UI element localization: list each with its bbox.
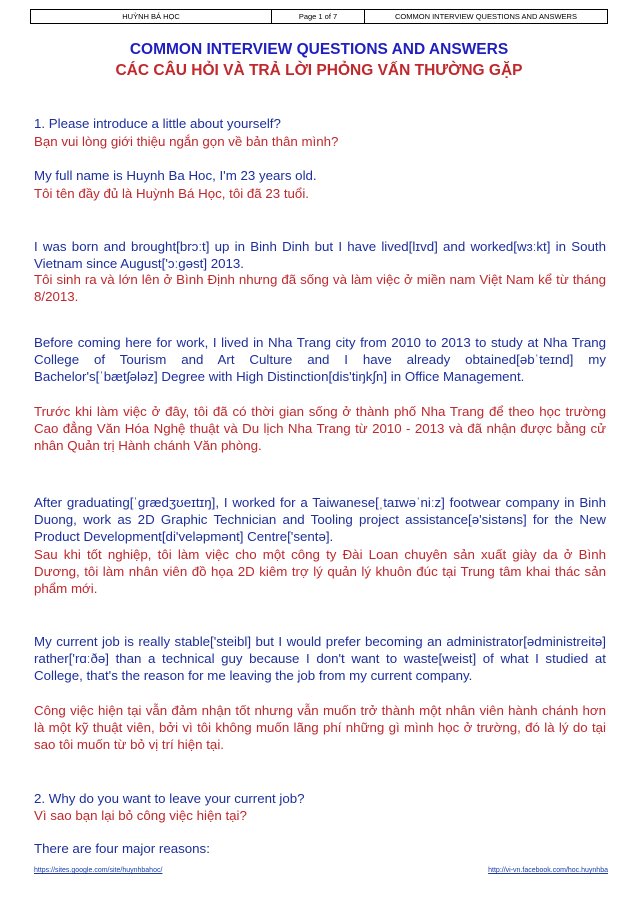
document-title-vietnamese: CÁC CÂU HỎI VÀ TRẢ LỜI PHỎNG VẤN THƯỜNG GẶP	[115, 62, 523, 79]
question-2-english: 2. Why do you want to leave your current job?	[34, 791, 305, 806]
document-title-english: COMMON INTERVIEW QUESTIONS AND ANSWERS	[129, 41, 509, 58]
header-doc-title: COMMON INTERVIEW QUESTIONS AND ANSWERS	[395, 12, 577, 21]
answer-work-english: After graduating[ˈɡrædʒʊeɪtɪŋ], I worked for a Taiwanese[ˌtaɪwəˈniːz] footwear company in Binh Duong, work as 2D Graphic Technician and Tooling project assistance[ə'sistəns] for the New Product Development[di'veləpmənt] Centre['sentə].	[34, 495, 606, 545]
question-1-vietnamese: Bạn vui lòng giới thiệu ngắn gọn về bản thân mình?	[34, 134, 339, 149]
header-page-number: Page 1 of 7	[272, 10, 365, 23]
question-1-english: 1. Please introduce a little about yourself?	[34, 116, 281, 131]
reasons-intro: There are four major reasons:	[34, 841, 210, 856]
footer-link-facebook[interactable]: http://vi-vn.facebook.com/hoc.huynhba	[488, 867, 608, 874]
answer-current-job-english: My current job is really stable['steibl] but I would prefer becoming an administrator[ədministreitə] rather['rɑːðə] than a technical guy because I don't want to waste[weist] of what I studied at College, that's the reason for me leaving the job from my current company.	[34, 634, 606, 684]
answer-name-english: My full name is Huynh Ba Hoc, I'm 23 years old.	[34, 168, 317, 183]
header-author: HUỲNH BÁ HỌC	[31, 10, 272, 23]
answer-name-vietnamese: Tôi tên đầy đủ là Huỳnh Bá Học, tôi đã 23 tuổi.	[34, 186, 309, 201]
answer-current-job-vietnamese: Công việc hiện tại vẫn đảm nhận tốt nhưng vẫn muốn trở thành một nhân viên hành chánh hơn là một kỹ thuật viên, bởi vì tôi không muốn lãng phí những gì mình học ở trường, đó là lý do tại sao tôi muốn từ bỏ vị trí hiện tại.	[34, 703, 606, 753]
question-2-vietnamese: Vì sao bạn lại bỏ công việc hiện tại?	[34, 808, 247, 823]
footer-link-google-site[interactable]: https://sites.google.com/site/huynhbahoc/	[34, 867, 163, 874]
answer-study-english: Before coming here for work, I lived in Nha Trang city from 2010 to 2013 to study at Nha Trang College of Tourism and Art Culture and I have already obtained[əbˈteɪnd] my Bachelor's[ˈbætʃələz] Degree with High Distinction[dis'tiŋk∫n] in Office Management.	[34, 335, 606, 385]
answer-born-vietnamese: Tôi sinh ra và lớn lên ở Bình Định nhưng đã sống và làm việc ở miền nam Việt Nam kể từ tháng 8/2013.	[34, 272, 606, 305]
answer-born-english: I was born and brought[brɔːt] up in Binh Dinh but I have lived[lɪvd] and worked[wɜːkt] in South Vietnam since August['ɔːgəst] 2013.	[34, 239, 606, 272]
answer-study-vietnamese: Trước khi làm việc ở đây, tôi đã có thời gian sống ở thành phố Nha Trang để theo học trường Cao đẳng Văn Hóa Nghệ thuật và Du lịch Nha Trang từ 2010 - 2013 và đã nhận được bằng cử nhân Quản trị Hành chánh Văn phòng.	[34, 404, 606, 454]
answer-work-vietnamese: Sau khi tốt nghiệp, tôi làm việc cho một công ty Đài Loan chuyên sản xuất giày da ở Bình Dương, tôi làm nhân viên đồ họa 2D kiêm trợ lý quản lý khuôn đúc tại Trung tâm khai thác sản phẩm mới.	[34, 547, 606, 597]
page-header	[30, 9, 608, 24]
